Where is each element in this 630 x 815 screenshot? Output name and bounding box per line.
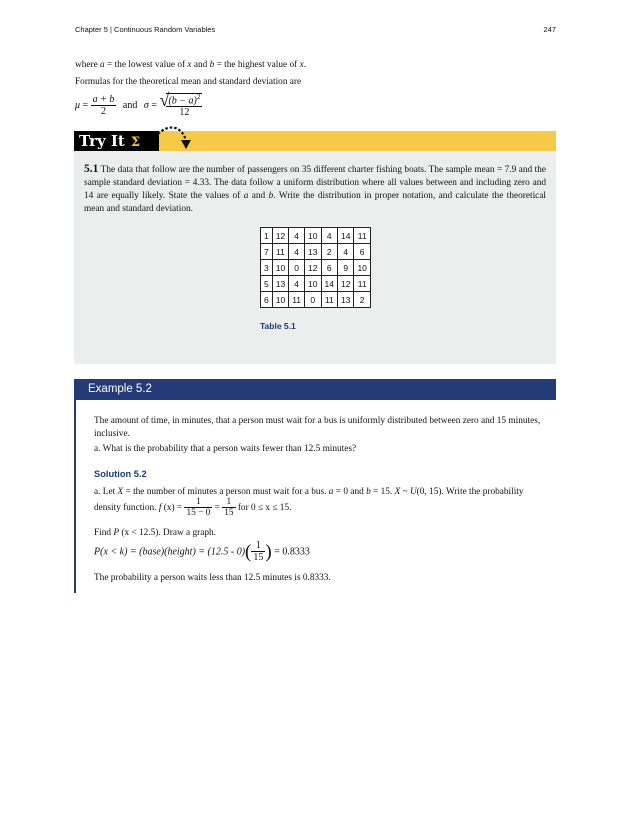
table-cell: 11 <box>321 292 337 308</box>
density-fraction-2: $\frac{1}{15}$ <box>224 496 234 518</box>
table-row <box>261 276 371 292</box>
running-head <box>75 25 556 37</box>
table-row <box>261 292 371 308</box>
density-fraction-1: $\frac{1}{15 - 0}$ <box>186 496 211 518</box>
table-cell: 3 <box>261 260 273 276</box>
table-row <box>261 244 371 260</box>
example-conclusion: The probability a person waits less than 12.5 minutes is 0.8333. <box>94 573 331 583</box>
table-cell: 13 <box>337 292 353 308</box>
table-cell: 10 <box>305 276 321 292</box>
try-it-exercise-text: 5.1 The data that follow are the number of passengers on 35 different charter fishing boats. The sample mean = 7.9 and the sample standard deviation = 4.33. The data follow a uniform distribution where all values between and including zero and 14 are equally likely. State the values of a and b. Write the distribution in proper notation, and calculate the theoretical mean and standard deviation. <box>84 163 546 214</box>
sqrt-sign: √ $\frac{(b - a)^2}{12}$ <box>159 90 201 119</box>
table-cell: 6 <box>354 244 370 260</box>
example-question-a: a. What is the probability that a person waits fewer than 12.5 minutes? <box>94 444 357 454</box>
table-cell: 4 <box>321 228 337 244</box>
table-cell: 11 <box>272 244 288 260</box>
table-cell: 0 <box>305 292 321 308</box>
table-cell: 11 <box>354 228 370 244</box>
probability-calculation: P(x < k) = (base)(height) = (12.5 - 0)( $\frac{1}{15}$ ) = 0.8333 <box>94 540 310 563</box>
table-cell: 13 <box>305 244 321 260</box>
table-row <box>261 260 371 276</box>
table-cell: 2 <box>354 292 370 308</box>
table-cell: 14 <box>321 276 337 292</box>
density-function-line: density function. f (x) = $\frac{1}{15 - 0}$ = $\frac{1}{15}$ for 0 ≤ x ≤ 15. <box>94 496 292 518</box>
table-cell: 12 <box>272 228 288 244</box>
table-cell: 2 <box>321 244 337 260</box>
formulas-intro: Formulas for the theoretical mean and standard deviation are <box>75 77 302 87</box>
table-cell: 10 <box>272 292 288 308</box>
solution-title: Solution 5.2 <box>94 469 147 479</box>
try-it-label: Try It Σ <box>74 131 159 151</box>
table-row <box>261 228 371 244</box>
table-cell: 13 <box>272 276 288 292</box>
example-left-rule <box>74 400 76 593</box>
table-cell: 4 <box>289 276 305 292</box>
table-caption: Table 5.1 <box>260 321 296 331</box>
table-cell: 7 <box>261 244 273 260</box>
table-cell: 4 <box>289 228 305 244</box>
table-cell: 11 <box>354 276 370 292</box>
try-it-panel <box>74 151 556 364</box>
table-cell: 10 <box>305 228 321 244</box>
sd-fraction: $\frac{(b - a)^2}{12}$ <box>168 93 201 119</box>
exercise-number: 5.1 <box>84 163 99 175</box>
page-number: 247 <box>543 25 556 34</box>
table-cell: 12 <box>305 260 321 276</box>
table-cell: 5 <box>261 276 273 292</box>
mean-sd-formula: μ = $\frac{a + b}{2}$ and σ = √ $\frac{(b - a)^2}{12}$ <box>75 90 201 119</box>
table-cell: 0 <box>289 260 305 276</box>
table-cell: 9 <box>337 260 353 276</box>
table-cell: 10 <box>354 260 370 276</box>
example-problem: The amount of time, in minutes, that a person must wait for a bus is uniformly distributed between zero and 15 minutes, inclusive. <box>94 416 541 439</box>
passengers-table <box>260 227 371 308</box>
sigma-icon: Σ <box>130 135 141 150</box>
curved-arrow-icon <box>156 125 194 153</box>
calc-fraction: $\frac{1}{15}$ <box>253 540 264 563</box>
table-cell: 12 <box>337 276 353 292</box>
chapter-title: Chapter 5 | Continuous Random Variables <box>75 25 216 34</box>
find-line: Find P (x < 12.5). Draw a graph. <box>94 528 216 538</box>
table-cell: 11 <box>289 292 305 308</box>
example-title: Example 5.2 <box>74 379 556 400</box>
where-line: where a = the lowest value of x and b = the highest value of x. <box>75 60 307 70</box>
table-cell: 14 <box>337 228 353 244</box>
table-cell: 6 <box>321 260 337 276</box>
solution-a-line: a. Let X = the number of minutes a person must wait for a bus. a = 0 and b = 15. X ~ U(0, 15). Write the probability <box>94 487 524 497</box>
mean-fraction: $\frac{a + b}{2}$ <box>92 93 115 117</box>
table-cell: 10 <box>272 260 288 276</box>
table-cell: 4 <box>337 244 353 260</box>
table-cell: 1 <box>261 228 273 244</box>
table-cell: 6 <box>261 292 273 308</box>
table-cell: 4 <box>289 244 305 260</box>
